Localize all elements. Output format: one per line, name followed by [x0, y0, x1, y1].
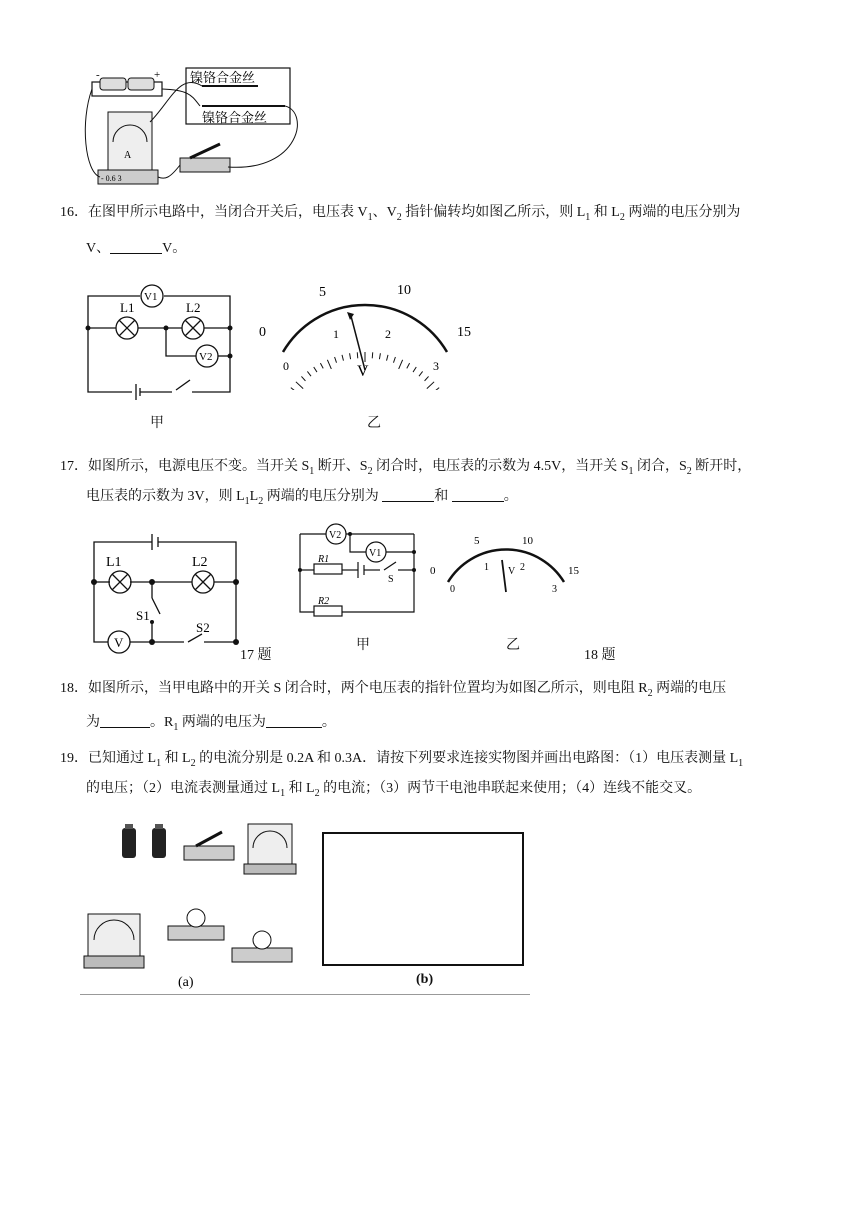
q16-v2-label: V2 [199, 351, 213, 363]
q16-outer-15: 15 [457, 325, 471, 340]
q17-answer-blank-2[interactable] [452, 487, 504, 502]
meter-tick [393, 357, 395, 363]
q18-caption-jia: 甲 [356, 638, 370, 653]
q18-answer-blank-1[interactable] [100, 713, 150, 728]
q15-circuit-figure [80, 62, 320, 197]
meter-tick [291, 388, 296, 390]
q16-inner-1: 1 [333, 327, 339, 341]
q18-outer-5: 5 [474, 535, 480, 547]
q16-v1-label: V1 [144, 291, 158, 303]
meter-tick [413, 367, 416, 372]
meter-tick [327, 360, 331, 369]
q16-outer-0: 0 [259, 325, 266, 340]
meter-tick [399, 360, 403, 369]
q18-answer-blank-2[interactable] [266, 713, 322, 728]
meter-tick [350, 353, 351, 359]
question-18: 18．如图所示，当甲电路中的开关 S 闭合时，两个电压表的指针位置均为如图乙所示，则电阻 $R_2$ 两端的电压 [60, 681, 727, 699]
meter-tick [314, 367, 317, 372]
q16-inner-0: 0 [283, 359, 289, 373]
q18-outer-10: 10 [522, 535, 533, 547]
q19-caption-b: (b) [416, 972, 434, 987]
q17-v-label: V [114, 635, 124, 650]
meter-tick [307, 371, 311, 376]
battery-minus-label: - [96, 69, 100, 81]
q18-circuit-jia [296, 518, 426, 622]
meter-tick [342, 355, 343, 361]
question-16-line2: V、 V。 [86, 241, 187, 256]
q16-number: 16． [60, 205, 88, 220]
meter-tick [407, 363, 410, 368]
q17-answer-blank-1[interactable] [382, 487, 434, 502]
meter-tick [427, 382, 434, 389]
q17-caption: 17 题 [240, 648, 272, 663]
wire-label-bottom: 镍铬合金丝 [202, 110, 268, 125]
question-16: 16．在图甲所示电路中，当闭合开关后，电压表 $V_1$、$V_2$ 指针偏转均如图乙所示，则 $L_1$ 和 $L_2$ 两端的电压分别为 [60, 205, 741, 223]
q18-r2-label: R2 [318, 596, 330, 607]
q16-caption-yi: 乙 [367, 416, 381, 431]
question-19-line2: 的电压；（2）电流表测量通过 $L_1$ 和 $L_2$ 的电流；（3）两节干电池串联起来使用；（4）连线不能交叉。 [86, 781, 702, 799]
q16-inner-3: 3 [433, 359, 439, 373]
q16-circuit-jia [80, 280, 240, 400]
q18-s-label: S [388, 574, 394, 585]
q18-caption-yi: 乙 [506, 638, 520, 653]
meter-tick [296, 382, 303, 389]
question-19: 19．已知通过 $L_1$ 和 $L_2$ 的电流分别是 0.2A 和 0.3A．请按下列要求连接实物图并画出电路图：（1）电压表测量 $L_1$ [60, 751, 744, 769]
q17-l2-label: L2 [192, 555, 208, 570]
q16-outer-5: 5 [319, 285, 326, 300]
question-17-line2: 电压表的示数为 3V，则 $L_1L_2$ 两端的电压分别为 和 。 [86, 489, 518, 507]
q18-v1-label: V1 [369, 548, 382, 559]
wire-label-top: 镍铬合金丝 [190, 70, 256, 85]
meter-tick [379, 353, 380, 359]
q17-s1-label: S1 [136, 608, 150, 623]
meter-tick [434, 388, 439, 390]
q18-caption: 18 题 [584, 648, 616, 663]
q17-l1-label: L1 [106, 555, 122, 570]
ammeter-letter: A [124, 150, 132, 161]
q19-drawing-box-b[interactable] [322, 832, 524, 966]
q18-inner-2: 2 [520, 562, 525, 573]
meter-tick [320, 363, 323, 368]
q18-inner-3: 3 [552, 584, 557, 595]
figure-divider [80, 994, 530, 995]
q18-voltmeter-yi [428, 530, 588, 610]
q17-s2-label: S2 [196, 620, 210, 635]
q16-l1-label: L1 [120, 300, 135, 315]
q18-r1-label: R1 [318, 554, 330, 565]
meter-tick [301, 376, 305, 380]
meter-tick [419, 371, 423, 376]
q16-outer-10: 10 [397, 283, 411, 298]
q19-caption-a: (a) [178, 975, 194, 990]
q18-outer-15: 15 [568, 565, 579, 577]
question-18-line2: 为 。$R_1$ 两端的电压为 。 [86, 715, 336, 733]
q19-components-figure-a [80, 818, 320, 998]
ammeter-terminals: - 0.6 3 [101, 174, 122, 183]
q16-caption-jia: 甲 [150, 416, 164, 431]
q16-inner-2: 2 [385, 327, 391, 341]
q18-outer-0: 0 [430, 565, 436, 577]
q16-l2-label: L2 [186, 300, 201, 315]
meter-tick [425, 376, 429, 380]
q16-voltmeter-yi [255, 280, 475, 390]
question-17: 17．如图所示，电源电压不变。当开关 $S_1$ 断开、$S_2$ 闭合时，电压表的示数为 4.5V，当开关 $S_1$ 闭合，$S_2$ 断开时， [60, 459, 752, 477]
meter-tick [335, 357, 337, 363]
q18-inner-1: 1 [484, 562, 489, 573]
q18-v2-label: V2 [329, 530, 342, 541]
meter-tick [387, 355, 388, 361]
q17-circuit [80, 526, 260, 656]
q18-unit: V [508, 566, 516, 577]
q16-answer-blank[interactable] [110, 239, 162, 254]
q18-inner-0: 0 [450, 584, 455, 595]
q16-unit: V [357, 363, 369, 380]
battery-plus-label: + [154, 69, 161, 81]
